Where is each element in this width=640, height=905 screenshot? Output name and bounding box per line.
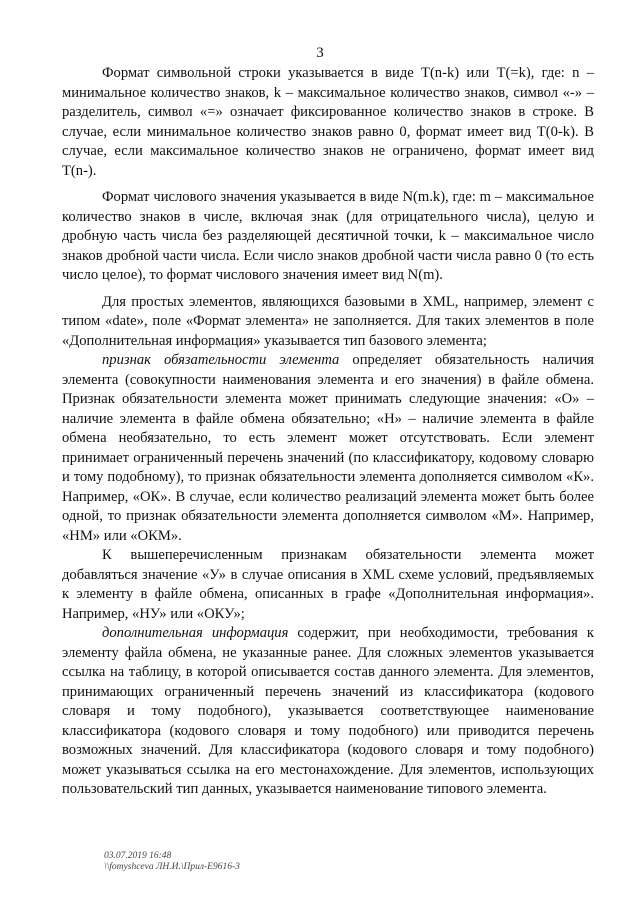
paragraph-lead-term: признак обязательности элемента	[102, 352, 340, 368]
page-number: 3	[316, 45, 324, 61]
document-body	[62, 64, 594, 800]
paragraph-simple-elements	[62, 293, 594, 352]
paragraph-text: К вышеперечисленным признакам обязательности элемента может добавляться значение «У» в случае описания в XML схеме условий, предъявляемых к элементу в файле обмена, описанных в графе «Дополнительная информация». Например, «НУ» или «ОКУ»;	[62, 547, 594, 622]
footer-timestamp: 03.07.2019 16:48	[104, 851, 172, 861]
paragraph-string-format	[62, 64, 594, 181]
paragraph-text: содержит, при необходимости, требования к элементу файла обмена, не указанные ранее. Для сложных элементов указывается ссылка на таблицу, в которой описывается состав данного элемента. Для элементов, принимающих ограниченный перечень значений из классификатора (кодового словаря и тому подобного), указывается соответствующее наименование классификатора (кодового словаря и тому подобного) или приводится перечень возможных значений. Для классификатора (кодового словаря и тому подобного) может указываться ссылка на его местонахождение. Для элементов, использующих пользовательский тип данных, указывается наименование типового элемента.	[62, 625, 595, 797]
paragraph-condition-flag	[62, 546, 594, 624]
paragraph-text: Формат числового значения указывается в виде N(m.k), где: m – максимальное количество знаков в числе, включая знак (для отрицательного числа), целую и дробную часть числа без разделяющей десятичной точки, k – максимальное число знаков дробной части числа. Если число знаков дробной части числа равно 0 (то есть число целое), то формат числового значения имеет вид N(m).	[62, 189, 594, 283]
footer-file-path: \\fomyshceva ЛН.И.\Прил-Е9616-3	[104, 862, 240, 872]
paragraph-number-format	[62, 188, 594, 286]
paragraph-text: определяет обязательность наличия элемента (совокупности наименования элемента и его значения) в файле обмена. Признак обязательности элемента может принимать следующие значения: «О» – наличие элемента в файле обмена обязательно; «Н» – наличие элемента в файле обмена необязательно, то есть элемент может отсутствовать. Если элемент принимает ограниченный перечень значений (по классификатору, кодовому словарю и тому подобному), то признак обязательности элемента дополняется символом «К». Например, «ОК». В случае, если количество реализаций элемента может быть более одной, то признак обязательности элемента дополняется символом «М». Например, «НМ» или «ОКМ».	[62, 352, 594, 544]
paragraph-lead-term: дополнительная информация	[102, 625, 289, 641]
footer-stamp	[104, 851, 240, 873]
paragraph-additional-info	[62, 624, 594, 800]
paragraph-mandatory-flag	[62, 351, 594, 546]
paragraph-text: Формат символьной строки указывается в виде T(n-k) или T(=k), где: n – минимальное количество знаков, k – максимальное количество знаков, символ «-» – разделитель, символ «=» означает фиксированное количество знаков в строке. В случае, если минимальное количество знаков равно 0, формат имеет вид T(0-k). В случае, если максимальное количество знаков не ограничено, формат имеет вид T(n-).	[62, 65, 594, 179]
paragraph-text: Для простых элементов, являющихся базовыми в XML, например, элемент с типом «date», поле «Формат элемента» не заполняется. Для таких элементов в поле «Дополнительная информация» указывается тип базового элемента;	[62, 293, 594, 349]
